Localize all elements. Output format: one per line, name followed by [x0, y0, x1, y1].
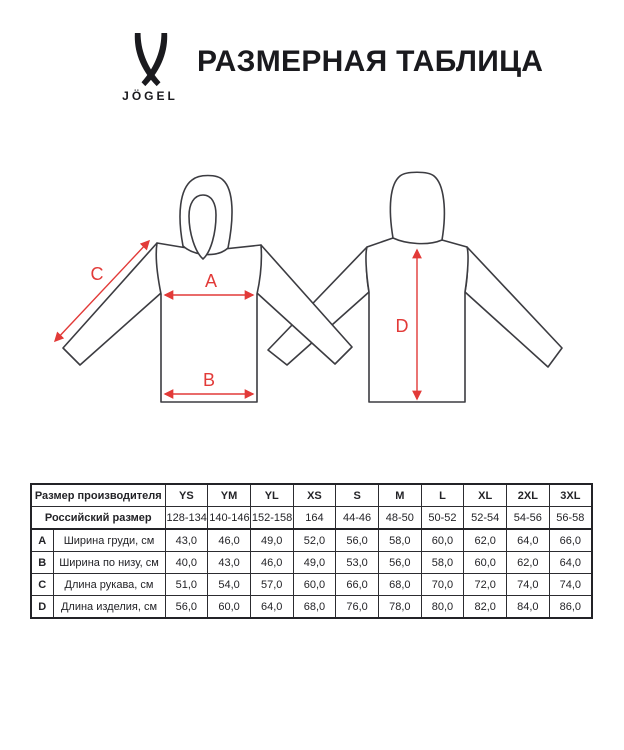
measure-value-cell: 56,0	[336, 529, 379, 552]
measure-value-cell: 62,0	[464, 529, 507, 552]
back-right-sleeve	[465, 247, 562, 367]
size-code-cell: YL	[250, 484, 293, 507]
hoodie-back-view	[268, 172, 562, 402]
measure-value-cell: 68,0	[378, 574, 421, 596]
measure-value-cell: 57,0	[250, 574, 293, 596]
measure-value-cell: 49,0	[293, 552, 336, 574]
size-code-cell: 3XL	[549, 484, 592, 507]
measure-value-cell: 60,0	[293, 574, 336, 596]
measure-label-b: B	[202, 370, 216, 390]
measure-value-cell: 76,0	[336, 596, 379, 619]
measure-letter-cell: C	[31, 574, 53, 596]
measure-value-cell: 56,0	[165, 596, 208, 619]
measure-value-cell: 68,0	[293, 596, 336, 619]
russian-size-cell: 52-54	[464, 507, 507, 530]
size-code-cell: L	[421, 484, 464, 507]
russian-size-cell: 140-146	[208, 507, 251, 530]
measure-label-c: C	[90, 264, 104, 284]
measure-value-cell: 72,0	[464, 574, 507, 596]
size-code-cell: M	[378, 484, 421, 507]
measure-value-cell: 86,0	[549, 596, 592, 619]
table-row	[31, 596, 592, 619]
russian-size-cell: 48-50	[378, 507, 421, 530]
back-hood	[390, 172, 444, 243]
russian-size-cell: 128-134	[165, 507, 208, 530]
measure-letter-cell: D	[31, 596, 53, 619]
measure-name-cell: Длина рукава, см	[53, 574, 165, 596]
measure-value-cell: 62,0	[507, 552, 550, 574]
measure-label-a: A	[204, 271, 218, 291]
measure-name-cell: Длина изделия, см	[53, 596, 165, 619]
measure-value-cell: 64,0	[250, 596, 293, 619]
measure-value-cell: 53,0	[336, 552, 379, 574]
russian-size-cell: 54-56	[507, 507, 550, 530]
measure-value-cell: 74,0	[549, 574, 592, 596]
russian-size-cell: 164	[293, 507, 336, 530]
size-table-body	[31, 484, 592, 618]
size-code-cell: YS	[165, 484, 208, 507]
jogel-wordmark: JÖGEL	[122, 89, 178, 103]
russian-size-label-cell: Российский размер	[31, 507, 165, 530]
table-row	[31, 552, 592, 574]
measure-value-cell: 49,0	[250, 529, 293, 552]
size-code-cell: XS	[293, 484, 336, 507]
russian-size-cell: 50-52	[421, 507, 464, 530]
measure-value-cell: 80,0	[421, 596, 464, 619]
measure-value-cell: 46,0	[250, 552, 293, 574]
size-table	[30, 483, 593, 619]
measure-letter-cell: B	[31, 552, 53, 574]
measure-value-cell: 56,0	[378, 552, 421, 574]
measure-value-cell: 51,0	[165, 574, 208, 596]
measure-letter-cell: A	[31, 529, 53, 552]
measure-value-cell: 60,0	[208, 596, 251, 619]
size-code-cell: S	[336, 484, 379, 507]
measure-value-cell: 66,0	[336, 574, 379, 596]
table-row	[31, 529, 592, 552]
table-row	[31, 574, 592, 596]
measure-value-cell: 58,0	[378, 529, 421, 552]
measure-value-cell: 74,0	[507, 574, 550, 596]
measure-value-cell: 64,0	[549, 552, 592, 574]
measure-value-cell: 82,0	[464, 596, 507, 619]
measure-value-cell: 60,0	[421, 529, 464, 552]
size-code-cell: YM	[208, 484, 251, 507]
measure-value-cell: 43,0	[165, 529, 208, 552]
russian-size-cell: 152-158	[250, 507, 293, 530]
measure-value-cell: 66,0	[549, 529, 592, 552]
measure-value-cell: 54,0	[208, 574, 251, 596]
measure-name-cell: Ширина груди, см	[53, 529, 165, 552]
measure-value-cell: 46,0	[208, 529, 251, 552]
front-left-sleeve	[63, 243, 161, 365]
measure-name-cell: Ширина по низу, см	[53, 552, 165, 574]
measure-value-cell: 52,0	[293, 529, 336, 552]
measure-value-cell: 70,0	[421, 574, 464, 596]
measure-value-cell: 84,0	[507, 596, 550, 619]
measure-value-cell: 58,0	[421, 552, 464, 574]
measure-value-cell: 64,0	[507, 529, 550, 552]
measure-value-cell: 60,0	[464, 552, 507, 574]
measure-value-cell: 78,0	[378, 596, 421, 619]
measure-value-cell: 40,0	[165, 552, 208, 574]
table-row	[31, 507, 592, 530]
measure-label-d: D	[395, 316, 409, 336]
table-row	[31, 484, 592, 507]
page-title: РАЗМЕРНАЯ ТАБЛИЦА	[197, 45, 544, 78]
russian-size-cell: 56-58	[549, 507, 592, 530]
russian-size-cell: 44-46	[336, 507, 379, 530]
size-code-cell: XL	[464, 484, 507, 507]
size-code-cell: 2XL	[507, 484, 550, 507]
measure-value-cell: 43,0	[208, 552, 251, 574]
manufacturer-size-label-cell: Размер производителя	[31, 484, 165, 507]
